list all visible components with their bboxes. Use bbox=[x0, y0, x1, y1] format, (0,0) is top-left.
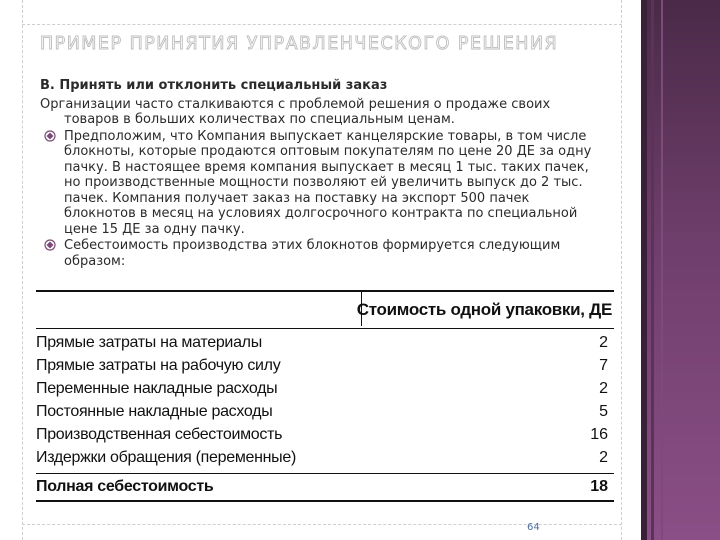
row-value: 7 bbox=[599, 357, 608, 374]
page-number: 64 bbox=[527, 522, 540, 533]
intro-paragraph: Организации часто сталкиваются с проблемой решения о продаже своих товаров в больших количествах по специальным ценам. bbox=[40, 96, 551, 127]
bullet-text: Предположим, что Компания выпускает канцелярские товары, в том числе блокноты, которые продаются оптовым покупателям по цене 20 ДЕ за одну пачку. В настоящее время компания выпускает в месяц 1 тыс. таких пачек, но производственные мощности позволяют ей увеличить выпуск до 2 тыс. пачек. Компания получает заказ на поставку на экспорт 500 пачек блокнотов в месяц на условиях долгосрочного контракта по специальной цене 15 ДЕ за одну пачку. bbox=[64, 128, 592, 237]
table-row bbox=[36, 400, 614, 423]
bullet-item bbox=[40, 238, 605, 269]
side-panel-stripe bbox=[641, 0, 647, 540]
frame-line-left bbox=[22, 0, 23, 540]
row-label: Прямые затраты на рабочую силу bbox=[36, 357, 281, 374]
bullet-item bbox=[40, 129, 605, 238]
table-row bbox=[36, 423, 614, 446]
side-panel-stripe bbox=[661, 0, 663, 540]
row-value: 5 bbox=[599, 403, 608, 420]
slide-body bbox=[40, 78, 605, 269]
row-label: Переменные накладные расходы bbox=[36, 380, 278, 397]
row-label: Издержки обращения (переменные) bbox=[36, 449, 297, 466]
table-row bbox=[36, 354, 614, 377]
table-row bbox=[36, 377, 614, 400]
frame-line-top bbox=[22, 24, 622, 25]
row-label: Производственная себестоимость bbox=[36, 426, 283, 443]
table-total-row bbox=[36, 475, 614, 498]
diamond-bullet-icon bbox=[44, 130, 56, 142]
section-heading: В. Принять или отклонить специальный заказ bbox=[40, 78, 388, 93]
row-value: 2 bbox=[599, 380, 608, 397]
bullet-text: Себестоимость производства этих блокнотов формируется следующим образом: bbox=[64, 238, 561, 269]
side-panel-stripe bbox=[651, 0, 654, 540]
row-label: Прямые затраты на материалы bbox=[36, 334, 262, 351]
table-rule bbox=[36, 290, 614, 292]
table-row bbox=[36, 446, 614, 469]
total-value: 18 bbox=[590, 478, 608, 495]
table-rule bbox=[36, 473, 614, 474]
frame-line-right bbox=[621, 0, 622, 540]
total-label: Полная себестоимость bbox=[36, 478, 214, 495]
decorative-side-panel bbox=[641, 0, 720, 540]
table-column-header: Стоимость одной упаковки, ДЕ bbox=[356, 300, 612, 319]
row-value: 2 bbox=[599, 334, 608, 351]
table-rule bbox=[36, 500, 614, 502]
table-row bbox=[36, 331, 614, 354]
table-rule bbox=[36, 328, 614, 329]
row-value: 16 bbox=[590, 426, 608, 443]
row-value: 2 bbox=[599, 449, 608, 466]
diamond-bullet-icon bbox=[44, 239, 56, 251]
slide-title: ПРИМЕР ПРИНЯТИЯ УПРАВЛЕНЧЕСКОГО РЕШЕНИЯ bbox=[40, 34, 559, 54]
row-label: Постоянные накладные расходы bbox=[36, 403, 273, 420]
